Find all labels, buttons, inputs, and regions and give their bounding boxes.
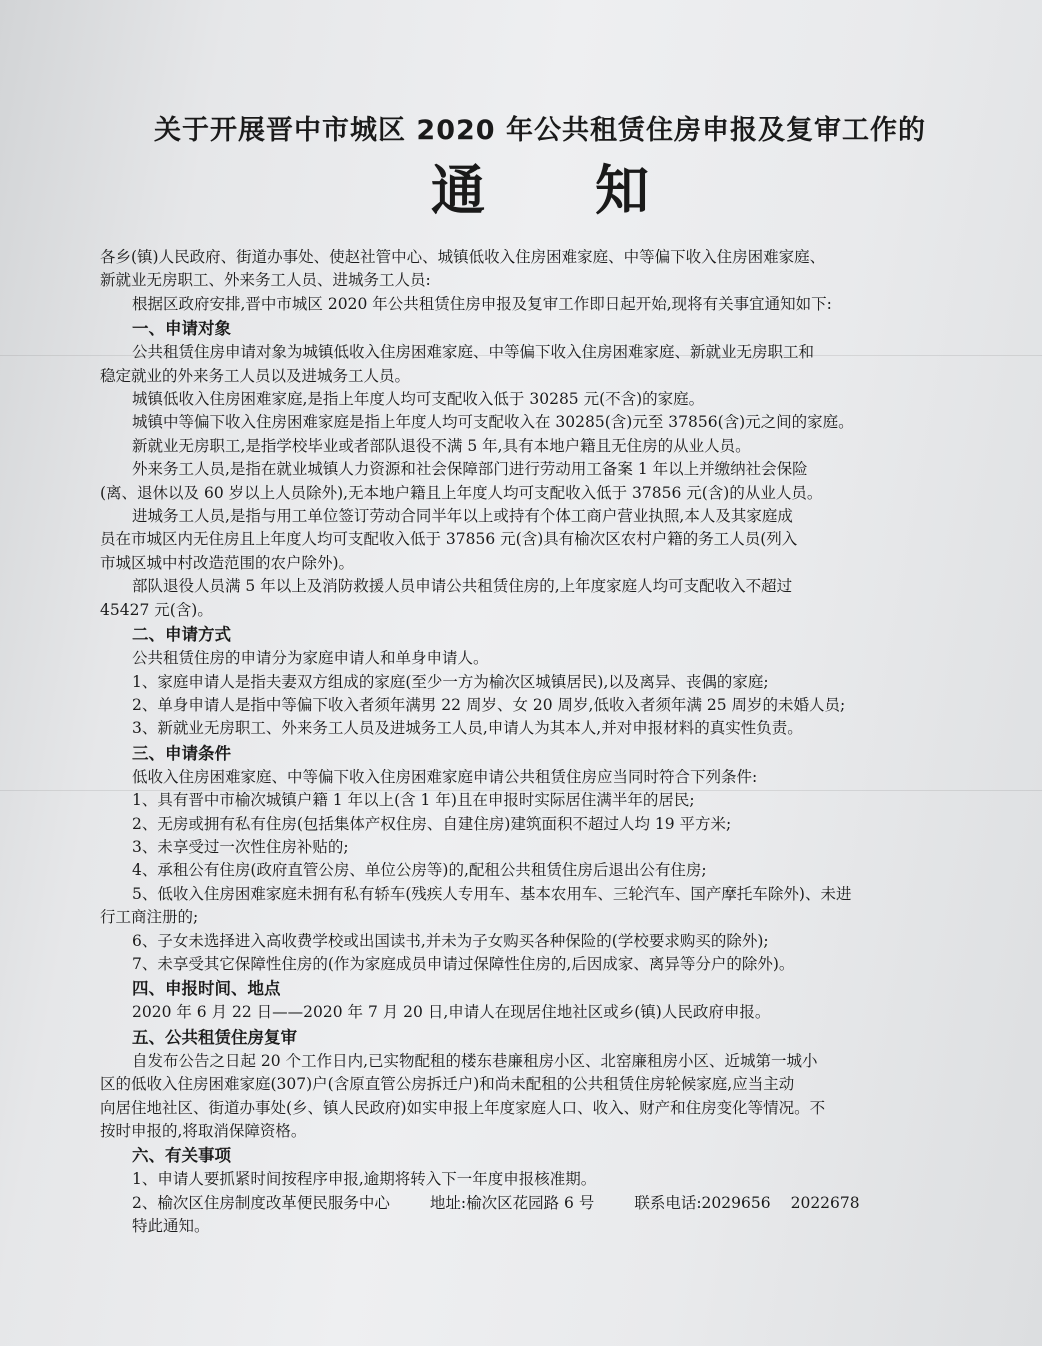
intro-paragraph: 根据区政府安排,晋中市城区 2020 年公共租赁住房申报及复审工作即日起开始,现将有关事宜通知如下: [132,294,832,313]
body-line: 7、未享受其它保障性住房的(作为家庭成员申请过保障性住房的,后因成家、离异等分户的除外)。 [132,954,795,973]
section-heading: 一、申请对象 [132,319,231,339]
body-line: 6、子女未选择进入高收费学校或出国读书,并未为子女购买各种保险的(学校要求购买的除外); [132,931,769,950]
salutation-line: 新就业无房职工、外来务工人员、进城务工人员: [100,271,431,290]
notice-heading: 通知 [431,159,759,222]
body-line: 3、新就业无房职工、外来务工人员及进城务工人员,申请人为其本人,并对申报材料的真实性负责。 [132,719,803,738]
section-heading: 二、申请方式 [132,625,231,645]
body-line: 1、家庭申请人是指夫妻双方组成的家庭(至少一方为榆次区城镇居民),以及离异、丧偶的家庭; [132,672,769,691]
body-line: 城镇低收入住房困难家庭,是指上年度人均可支配收入低于 30285 元(不含)的家庭。 [132,390,705,409]
body-line: (离、退休以及 60 岁以上人员除外),无本地户籍且上年度人均可支配收入低于 37856 元(含)的从业人员。 [100,483,823,502]
body-line: 市城区城中村改造范围的农户除外)。 [100,553,355,572]
body-line: 新就业无房职工,是指学校毕业或者部队退役不满 5 年,具有本地户籍且无住房的从业人员。 [132,436,751,455]
body-line: 进城务工人员,是指与用工单位签订劳动合同半年以上或持有个体工商户营业执照,本人及其家庭成 [132,507,793,526]
body-line: 45427 元(含)。 [100,600,213,619]
salutation-line: 各乡(镇)人民政府、街道办事处、使赵社管中心、城镇低收入住房困难家庭、中等偏下收入住房困难家庭、 [100,248,826,266]
body-line: 3、未享受过一次性住房补贴的; [132,837,349,856]
body-line: 1、申请人要抓紧时间按程序申报,逾期将转入下一年度申报核准期。 [132,1170,597,1189]
body-line: 4、承租公有住房(政府直管公房、单位公房等)的,配租公共租赁住房后退出公有住房; [132,861,707,880]
body-line: 低收入住房困难家庭、中等偏下收入住房困难家庭申请公共租赁住房应当同时符合下列条件: [132,767,758,786]
section-heading: 五、公共租赁住房复审 [132,1027,297,1047]
body-line: 2020 年 6 月 22 日——2020 年 7 月 20 日,申请人在现居住地社区或乡(镇)人民政府申报。 [132,1003,771,1022]
body-line: 稳定就业的外来务工人员以及进城务工人员。 [100,366,411,385]
section-heading: 四、申报时间、地点 [132,979,281,999]
section-body [100,341,980,622]
service-center-name: 2、榆次区住房制度改革便民服务中心 [132,1193,390,1212]
body-line: 外来务工人员,是指在就业城镇人力资源和社会保障部门进行劳动用工备案 1 年以上并缴纳社会保险 [132,460,808,479]
phone-text: 联系电话:2029656 [634,1193,771,1212]
body-line: 2、无房或拥有私有住房(包括集体产权住房、自建住房)建筑面积不超过人均 19 平方米; [132,814,732,833]
body-line: 向居住地社区、街道办事处(乡、镇人民政府)如实申报上年度家庭人口、收入、财产和住房变化等情况。不 [100,1098,826,1117]
salutation [100,246,980,293]
body-line: 区的低收入住房困难家庭(307)户(含原直管公房拆迁户)和尚未配租的公共租赁住房轮候家庭,应当主动 [100,1075,795,1094]
body-line: 公共租赁住房的申请分为家庭申请人和单身申请人。 [132,649,489,668]
body-line: 5、低收入住房困难家庭未拥有私有轿车(残疾人专用车、基本农用车、三轮汽车、国产摩托车除外)、未进 [132,884,852,903]
body-line: 1、具有晋中市榆次城镇户籍 1 年以上(含 1 年)且在申报时实际居住满半年的居民; [132,791,695,810]
closing-line: 特此通知。 [132,1217,210,1236]
section-heading: 六、有关事项 [132,1146,231,1166]
body-line: 公共租赁住房申请对象为城镇低收入住房困难家庭、中等偏下收入住房困难家庭、新就业无房职工和 [132,343,815,362]
body-line: 按时申报的,将取消保障资格。 [100,1122,307,1140]
notice-title: 关于开展晋中市城区 2020 年公共租赁住房申报及复审工作的 [154,115,926,146]
notice-document [100,112,980,1239]
section-body [100,647,980,741]
body-line: 城镇中等偏下收入住房困难家庭是指上年度人均可支配收入在 30285(含)元至 37856(含)元之间的家庭。 [132,413,854,432]
body-line: 员在市城区内无住房且上年度人均可支配收入低于 37856 元(含)具有榆次区农村户籍的务工人员(列入 [100,530,798,549]
body-line: 行工商注册的; [100,908,199,927]
body-line: 自发布公告之日起 20 个工作日内,已实物配租的楼东巷廉租房小区、北窑廉租房小区、近城第一城小 [132,1051,818,1070]
section-body [100,1050,980,1144]
phone-text-2: 2022678 [790,1193,860,1212]
address-text: 地址:榆次区花园路 6 号 [429,1193,595,1212]
section-heading: 三、申请条件 [132,743,231,763]
section-body [100,766,980,977]
body-line: 部队退役人员满 5 年以上及消防救援人员申请公共租赁住房的,上年度家庭人均可支配收入不超过 [132,577,793,596]
section-body [100,1168,980,1238]
body-line: 2、单身申请人是指中等偏下收入者须年满男 22 周岁、女 20 周岁,低收入者须年满 25 周岁的未婚人员; [132,695,846,714]
contact-line [100,1192,980,1215]
